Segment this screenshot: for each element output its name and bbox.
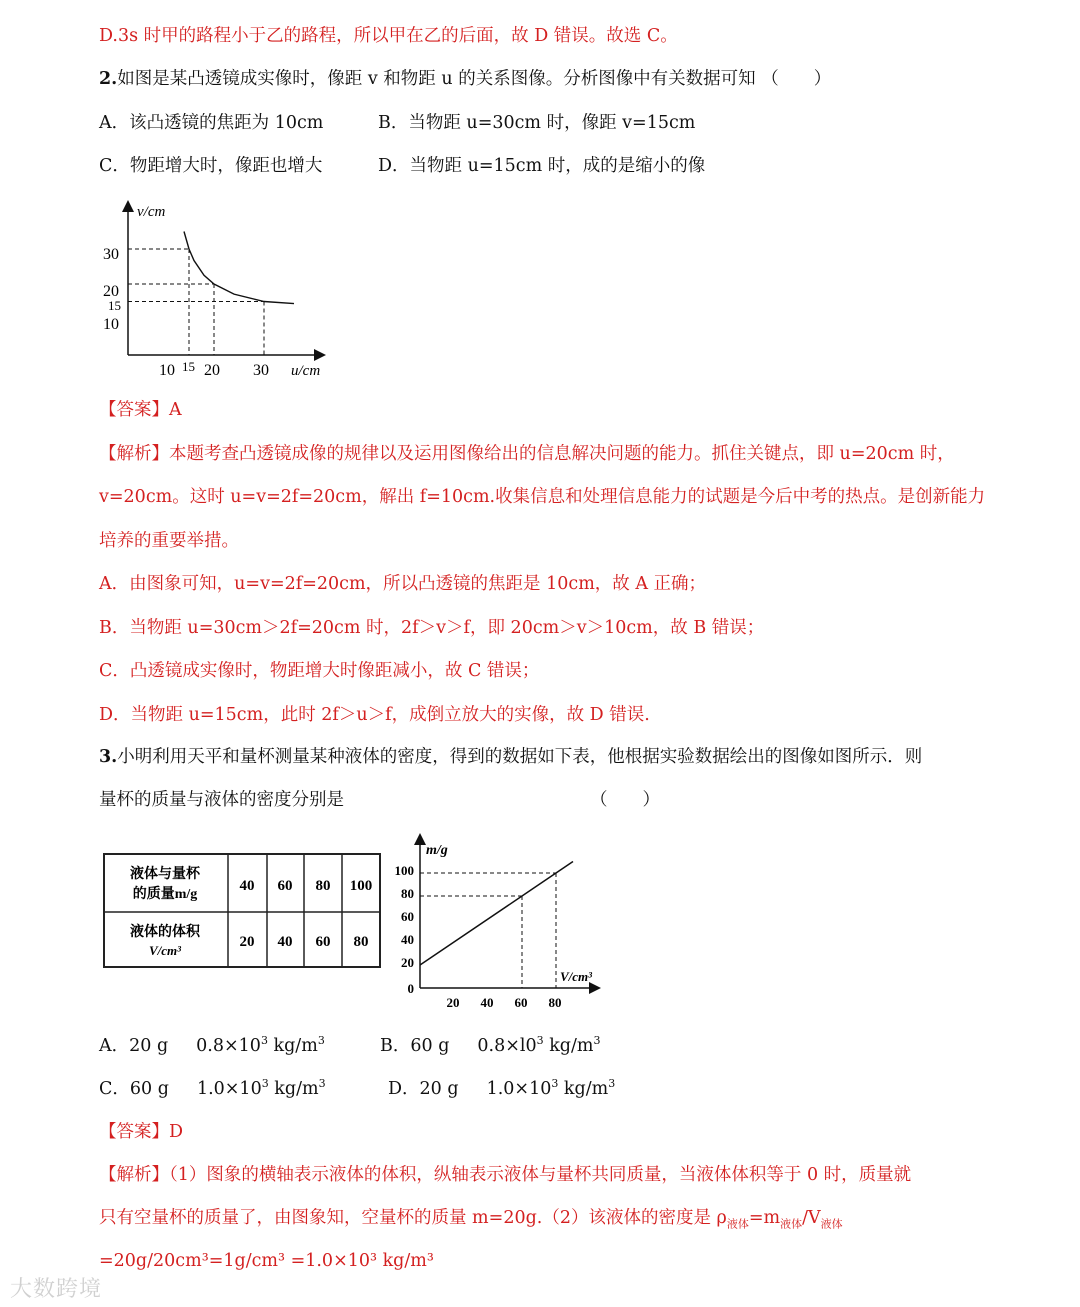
q3-analysis-label: 【解析】: [99, 1165, 169, 1185]
q2-analysis-6: C．凸透镜成实像时，物距增大时像距减小，故 C 错误；: [99, 661, 540, 681]
y-tick-60: 60: [401, 909, 414, 924]
q3-stem-text-1: 小明利用天平和量杯测量某种液体的密度，得到的数据如下表，他根据实验数据绘出的图像如图所示．则: [117, 747, 923, 767]
q3-analysis-text-1: （1）图象的横轴表示液体的体积，纵轴表示液体与量杯共同质量，当液体体积等于 0 时，质量就: [169, 1165, 912, 1185]
y-tick-30: 30: [103, 246, 119, 263]
x-tick-60: 60: [514, 995, 528, 1010]
q3-option-c-density: 1.0×10: [196, 1079, 262, 1099]
y-tick-20: 20: [103, 283, 119, 300]
unit: kg/m: [268, 1079, 319, 1099]
table-cell: 60: [277, 878, 293, 894]
unit: kg/m: [558, 1079, 609, 1099]
mv-line: [420, 862, 573, 966]
y-tick-100: 100: [394, 863, 414, 878]
q2-analysis-label: 【解析】: [99, 444, 169, 464]
table-cell: 40: [277, 934, 293, 950]
table-cell: 20: [239, 934, 255, 950]
table-cell: 100: [349, 878, 373, 894]
unit-exponent: 3: [317, 1034, 325, 1048]
unit-exponent: 3: [608, 1077, 616, 1091]
unit-exponent: 3: [318, 1077, 326, 1091]
y-axis-label: m/g: [426, 843, 448, 858]
table-head-volume-1: 液体的体积: [130, 925, 200, 940]
q2-option-a: A．该凸透镜的焦距为 10cm: [99, 113, 324, 133]
q3-option-a: [99, 1034, 325, 1058]
vu-graph: [95, 195, 335, 385]
x-tick-80: 80: [548, 995, 562, 1010]
y-tick-10: 10: [103, 316, 119, 333]
y-tick-0: 0: [407, 981, 414, 996]
q2-answer-value: A: [169, 400, 182, 420]
x-tick-30: 30: [253, 362, 269, 379]
q2-stem-text: 如图是某凸透镜成实像时，像距 v 和物距 u 的关系图像。分析图像中有关数据可知 （ ）: [117, 69, 832, 89]
x-tick-20: 20: [204, 362, 220, 379]
y-tick-20: 20: [401, 955, 414, 970]
q3-option-d-density: 1.0×10: [486, 1079, 552, 1099]
x-axis-label: u/cm: [291, 363, 321, 379]
y-tick-40: 40: [401, 932, 414, 947]
q2-answer-label: 【答案】: [99, 400, 169, 420]
table-head-mass-2: 的质量m/g: [132, 887, 198, 902]
q2-analysis-7: D．当物距 u=15cm，此时 2f＞u＞f，成倒立放大的实像，故 D 错误.: [99, 705, 650, 725]
x-tick-40: 40: [480, 995, 494, 1010]
q3-answer-label: 【答案】: [99, 1122, 169, 1142]
q3-analysis-2: [99, 1206, 843, 1230]
q2-option-b: B．当物距 u=30cm 时，像距 v=15cm: [378, 113, 696, 133]
subscript: 液体: [780, 1217, 803, 1231]
mv-graph: [390, 830, 610, 1010]
q2-stem: [99, 67, 831, 91]
q3-option-a-mass: A．20 g: [99, 1036, 169, 1056]
exponent: 3: [261, 1077, 269, 1091]
q2-analysis-4: A．由图象可知，u=v=2f=20cm，所以凸透镜的焦距是 10cm，故 A 正确；: [99, 574, 707, 594]
exponent: 3: [260, 1034, 268, 1048]
prev-answer-line: D.3s 时甲的路程小于乙的路程，所以甲在乙的后面，故 D 错误。故选 C。: [99, 26, 678, 46]
q3-answer-value: D: [169, 1122, 184, 1142]
q3-stem-2: 量杯的质量与液体的密度分别是: [99, 790, 344, 810]
q2-analysis-3: 培养的重要举措。: [99, 531, 239, 551]
q3-option-c-mass: C．60 g: [99, 1079, 169, 1099]
q3-paren: （ ）: [590, 790, 660, 810]
q2-answer: [99, 398, 182, 422]
q2-option-d: D．当物距 u=15cm 时，成的是缩小的像: [378, 156, 706, 176]
y-tick-15: 15: [108, 298, 121, 313]
x-tick-10: 10: [159, 362, 175, 379]
q2-analysis-1: [99, 442, 955, 466]
q3-analysis-1: [99, 1163, 911, 1187]
q3-answer: [99, 1120, 183, 1144]
table-cell: 60: [315, 934, 331, 950]
x-tick-20: 20: [446, 995, 460, 1010]
q2-option-c: C．物距增大时，像距也增大: [99, 156, 323, 176]
guide-lines: [128, 249, 264, 355]
eq-m: =m: [748, 1208, 781, 1228]
table-cell: 40: [239, 878, 255, 894]
subscript: 液体: [820, 1217, 843, 1231]
q3-option-b-mass: B．60 g: [380, 1036, 450, 1056]
table-head-mass-1: 液体与量杯: [130, 867, 200, 882]
table-head-volume-2: V/cm³: [148, 943, 182, 958]
q3-option-b: [380, 1034, 601, 1058]
table-cell: 80: [353, 934, 369, 950]
watermark-text: 大数跨境: [10, 1277, 103, 1302]
table-cell: 80: [315, 878, 331, 894]
exponent: 3: [551, 1077, 559, 1091]
q3-option-d-mass: D．20 g: [388, 1079, 459, 1099]
q3-data-table: [103, 853, 385, 971]
exponent: 3: [536, 1034, 544, 1048]
q2-analysis-5: B．当物距 u=30cm＞2f=20cm 时，2f＞v＞f，即 20cm＞v＞10cm，故 B 错误；: [99, 618, 765, 638]
q3-number: 3.: [99, 747, 118, 767]
unit: kg/m: [267, 1036, 318, 1056]
unit: kg/m: [543, 1036, 594, 1056]
q3-analysis-3: =20g/20cm³=1g/cm³ =1.0×10³ kg/m³: [99, 1251, 434, 1271]
x-axis-label: V/cm³: [560, 969, 593, 984]
guide-lines: [420, 873, 556, 988]
q3-option-a-density: 0.8×10: [196, 1036, 261, 1056]
q3-analysis-text-2: 只有空量杯的质量了，由图象知，空量杯的质量 m=20g.（2）该液体的密度是 ρ: [99, 1208, 727, 1228]
q2-number: 2.: [99, 69, 118, 89]
eq-v: /V: [802, 1208, 821, 1228]
q3-option-c: [99, 1077, 326, 1101]
vu-curve: [184, 232, 294, 304]
y-tick-80: 80: [401, 886, 414, 901]
q3-stem-1: [99, 745, 922, 769]
q2-analysis-text-1: 本题考查凸透镜成像的规律以及运用图像给出的信息解决问题的能力。抓住关键点，即 u=20cm 时，: [169, 444, 955, 464]
x-tick-15: 15: [182, 359, 195, 374]
subscript: 液体: [726, 1217, 749, 1231]
q3-option-b-density: 0.8×l0: [477, 1036, 537, 1056]
y-axis-label: v/cm: [137, 204, 166, 220]
q3-option-d: [388, 1077, 615, 1101]
q2-analysis-2: v=20cm。这时 u=v=2f=20cm，解出 f=10cm.收集信息和处理信息能力的试题是今后中考的热点。是创新能力: [99, 487, 986, 507]
unit-exponent: 3: [593, 1034, 601, 1048]
